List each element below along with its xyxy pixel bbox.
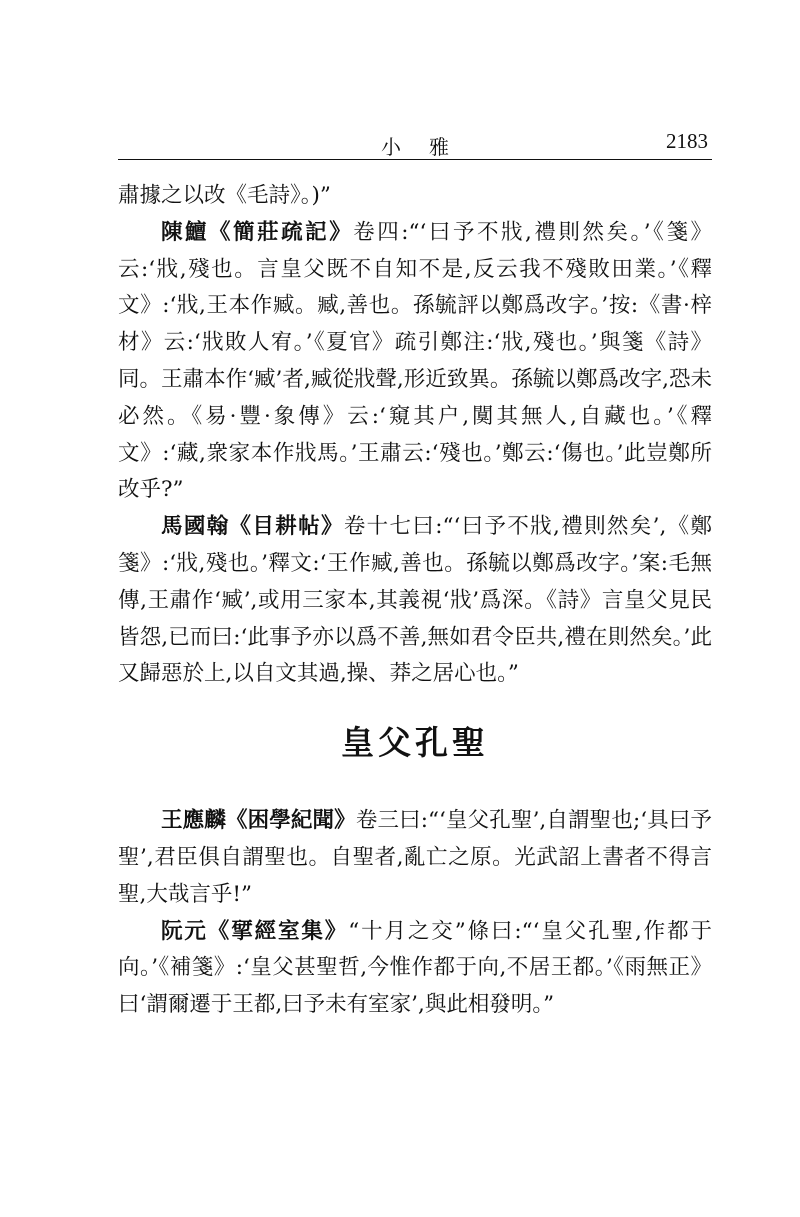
header-rule (118, 159, 712, 160)
cited-work: 陳鱣《簡莊疏記》 (161, 219, 354, 245)
section-heading: 皇父孔聖 (341, 723, 489, 763)
cited-work: 阮元《揅經室集》 (161, 918, 349, 944)
paragraph-text: 卷三曰:“‘皇父孔聖’,自謂聖也;‘具曰予聖’,君臣俱自謂聖也。自聖者,亂亡之原。光武詔上書者不得言聖,大哉言乎!” (118, 808, 712, 907)
page-body (118, 178, 712, 1024)
page-number: 2183 (666, 129, 708, 153)
paragraph-text: “十月之交”條曰:“‘皇父孔聖,作都于向。’《補箋》:‘皇父甚聖哲,今惟作都于向,不居王都。’《雨無正》曰‘謂爾遷于王都,曰予未有室家’,與此相發明。” (118, 918, 712, 1018)
paragraph-text: 卷十七曰:“‘曰予不戕,禮則然矣’,《鄭箋》:‘戕,殘也。’釋文:‘王作臧,善也。孫毓以鄭爲改字。’案:毛無傳,王肅作‘臧’,或用三家本,其義視‘戕’爲深。《詩》言皇父見民皆怨,已而曰:‘此事予亦以爲不善,無如君令臣共,禮在則然矣。’此又歸惡於上,以自文其過,操、莽之居心也。” (118, 514, 712, 687)
continuation-paragraph (118, 178, 712, 215)
paragraph-text: 肅據之以改《毛詩》。)” (118, 183, 331, 208)
cited-work: 王應麟《困學紀聞》 (161, 808, 356, 834)
page-header (118, 127, 712, 161)
cited-work: 馬國翰《目耕帖》 (161, 514, 344, 540)
paragraph-text: 卷四:“‘曰予不戕,禮則然矣。’《箋》云:‘戕,殘也。言皇父既不自知不是,反云我不殘敗田業。’《釋文》:‘戕,王本作臧。臧,善也。孫毓評以鄭爲改字。’按:《書·梓材》云:‘戕敗人宥。’《夏官》疏引鄭注:‘戕,殘也。’與箋《詩》同。王肅本作‘臧’者,臧從戕聲,形近致異。孫毓以鄭爲改字,恐未必然。《易·豐·象傳》云:‘窺其户,闃其無人,自藏也。’《釋文》:‘藏,衆家本作戕馬。’王肅云:‘殘也。’鄭云:‘傷也。’此豈鄭所改乎?” (118, 219, 712, 503)
running-title: 小雅 (381, 135, 477, 159)
citation-paragraph-ruan-yuan (118, 914, 712, 1024)
citation-paragraph-wang-yinglin (118, 803, 712, 913)
citation-paragraph-chen-zhan (118, 215, 712, 509)
citation-paragraph-ma-guohan (118, 509, 712, 693)
